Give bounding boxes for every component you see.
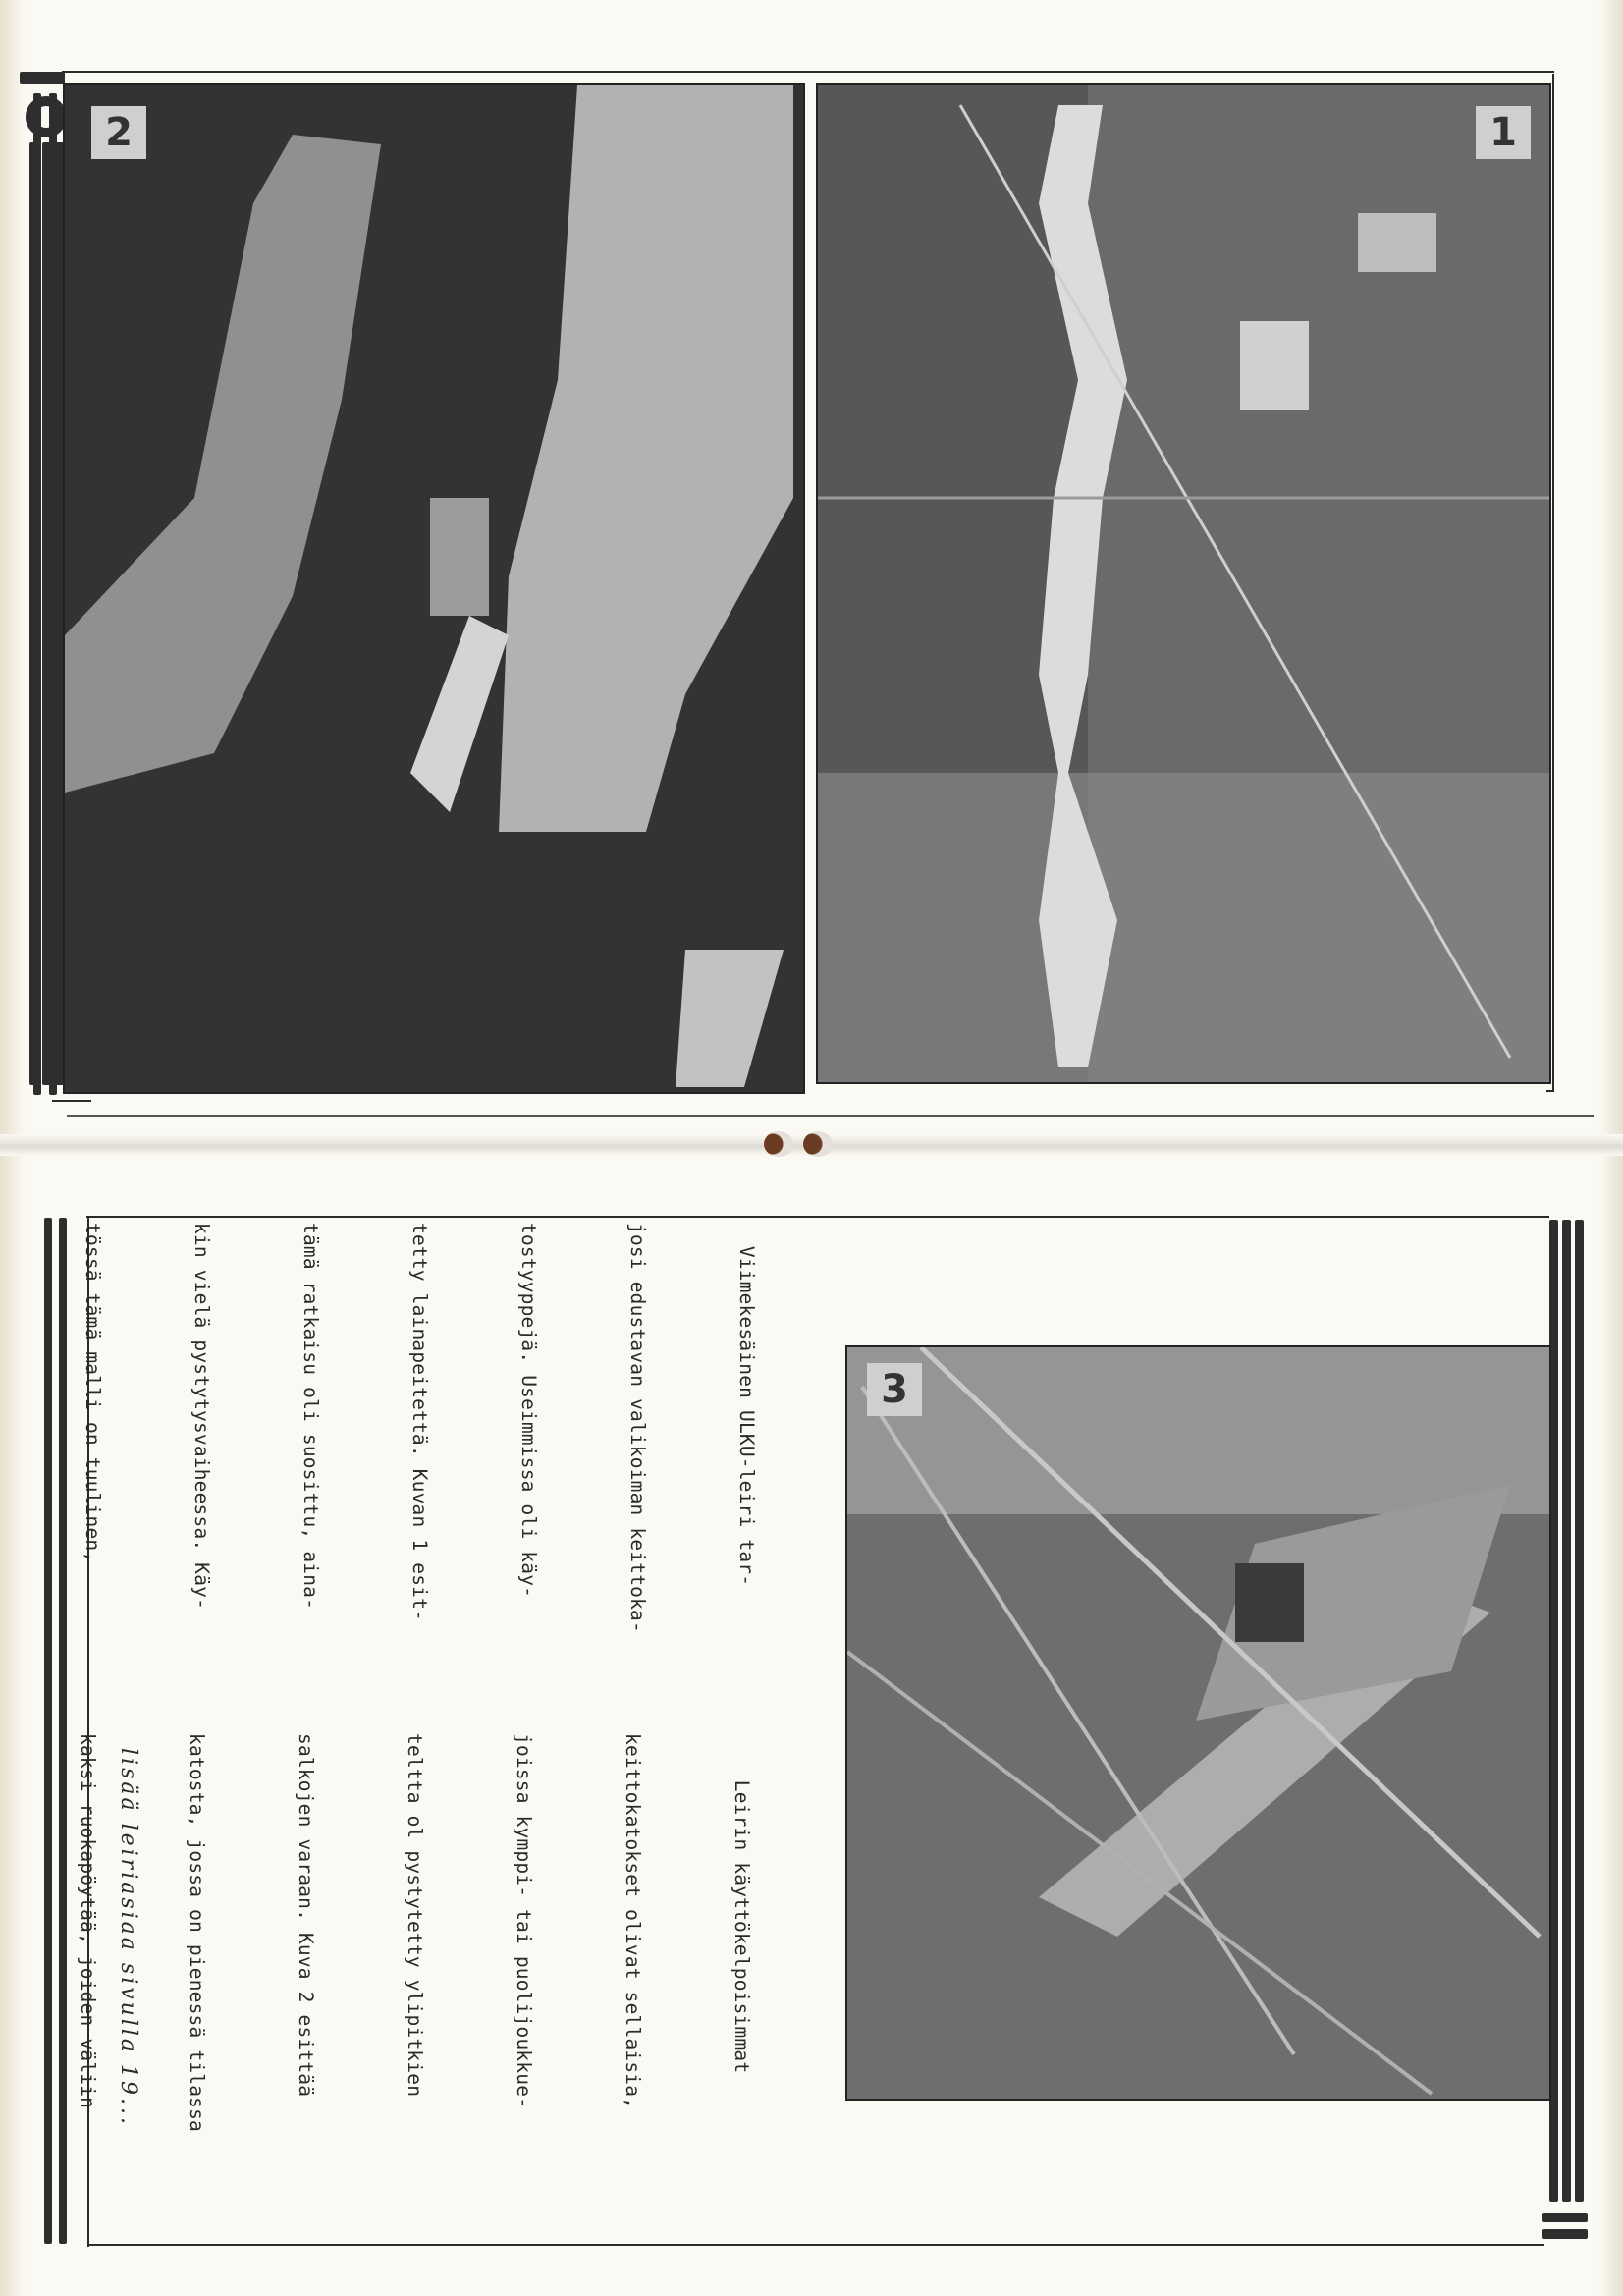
text-line: tetty lainapeitettä. Kuvan 1 esit-	[408, 1223, 431, 1621]
text-line: keittokatokset olivat sellaisia,	[622, 1733, 644, 2109]
text-line: tämä ratkaisu oli suosittu, aina-	[299, 1223, 322, 1611]
decorative-bar	[29, 142, 38, 1085]
frame-rule	[86, 1216, 1549, 1218]
frame-rule	[67, 1115, 1594, 1117]
text-line: teltta ol pystytetty ylipitkien	[404, 1733, 426, 2098]
text-line: Viimekesäinen ULKU-leiri tar-	[735, 1223, 758, 1587]
photo-3	[845, 1345, 1551, 2101]
frame-rule	[87, 2244, 1544, 2246]
photo-label-1: 1	[1476, 106, 1531, 159]
text-line	[0, 1223, 2, 1694]
decorative-bar	[1562, 1220, 1571, 2202]
frame-rule	[1546, 1090, 1554, 1092]
decorative-bar	[1575, 1220, 1584, 2202]
text-line: kaksi ruokapöytää, joiden väliin	[77, 1733, 99, 2109]
page-number-digit-1	[1542, 2229, 1588, 2239]
staple	[764, 1131, 793, 1157]
frame-rule	[52, 1100, 91, 1102]
page-number-digit-0	[26, 96, 67, 137]
text-line: tostyyppejä. Useimmissa oli käy-	[517, 1223, 540, 1599]
continuation-note: lisää leiriasiaa sivulla 19...	[116, 1748, 140, 2127]
text-line: joissa kymppi- tai puolijoukkue-	[513, 1733, 535, 2109]
text-line: tössä tämä malli on tuulinen,	[81, 1223, 104, 1563]
page-number-digit-1	[1542, 2213, 1588, 2222]
text-line: kin vielä pystytysvaiheessa. Käy-	[190, 1223, 213, 1611]
text-line: Leirin käyttökelpoisimmat	[730, 1733, 753, 2074]
frame-rule	[1552, 74, 1554, 1090]
page-number-digit-1	[20, 72, 65, 84]
text-line: salkojen varaan. Kuva 2 esittää	[295, 1733, 317, 2098]
photo-label-3: 3	[867, 1363, 922, 1416]
text-line: josi edustavan valikoiman keittoka-	[626, 1223, 649, 1633]
photo-1-scene	[818, 85, 1549, 1082]
photo-3-scene	[847, 1347, 1549, 2099]
staple	[803, 1131, 833, 1157]
photo-1	[816, 83, 1551, 1084]
photo-label-2: 2	[91, 106, 146, 159]
text-line: katosta, jossa on pienessä tilassa	[186, 1733, 208, 2132]
decorative-bar	[42, 142, 51, 1085]
frame-rule	[62, 71, 1554, 73]
photo-2	[63, 83, 805, 1094]
article-column-1	[0, 1223, 838, 1694]
photo-2-scene	[65, 85, 803, 1092]
